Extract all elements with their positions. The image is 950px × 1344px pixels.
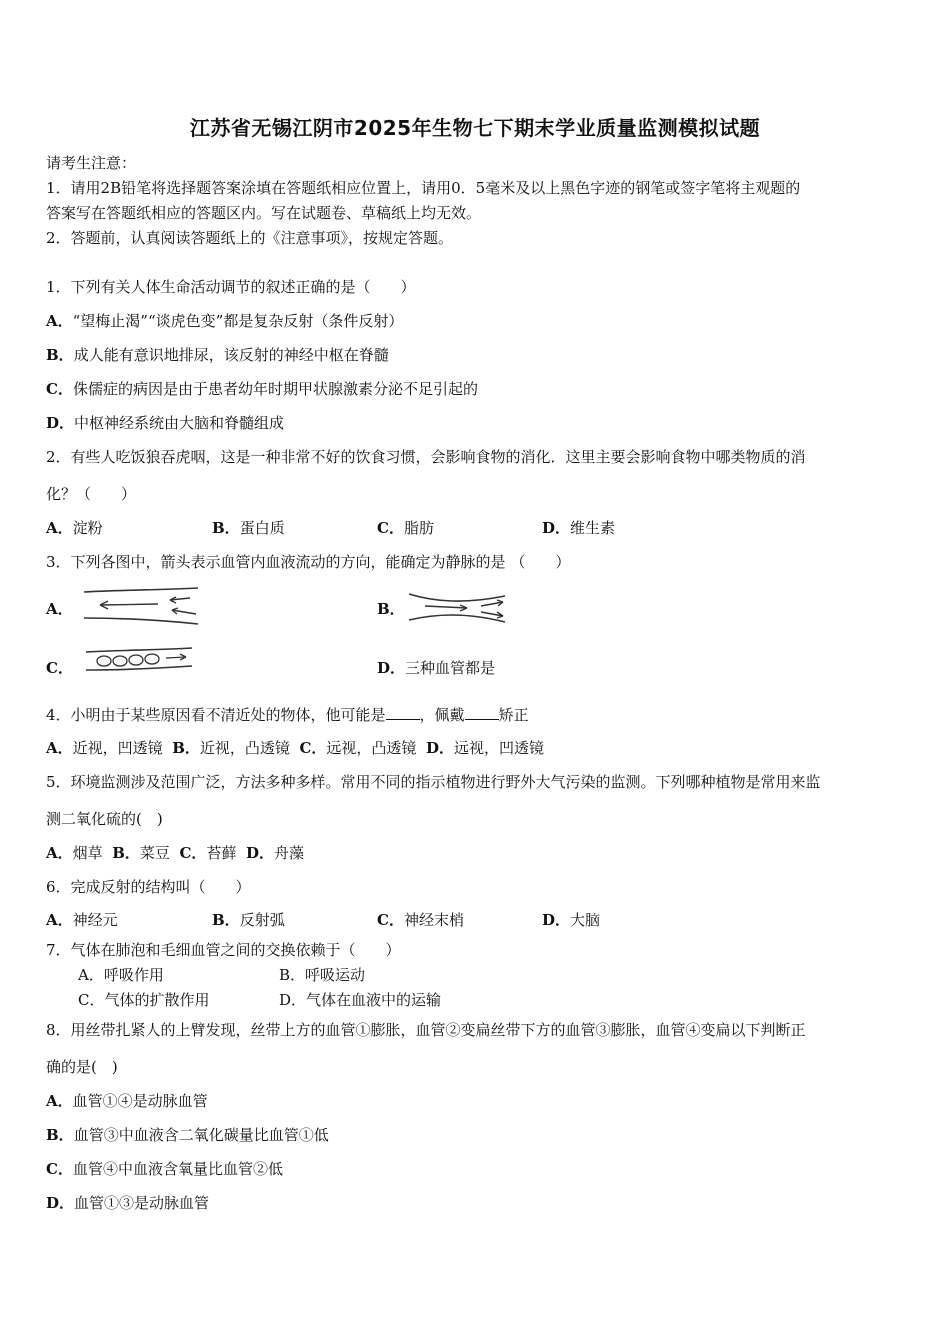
option-text: 侏儒症的病因是由于患者幼年时期甲状腺激素分泌不足引起的 bbox=[72, 380, 478, 398]
q2-option-b[interactable] bbox=[212, 517, 285, 538]
option-letter: D． bbox=[425, 739, 454, 757]
page-title: 江苏省无锡江阴市2025年生物七下期末学业质量监测模拟试题 bbox=[189, 116, 761, 140]
q5-option-c[interactable] bbox=[179, 844, 236, 862]
q8-stem-line-1: 8．用丝带扎紧人的上臂发现，丝带上方的血管①膨胀，血管②变扁丝带下方的血管③膨胀，血管④变扁以下判断正 bbox=[46, 1021, 806, 1039]
option-letter: D． bbox=[542, 911, 571, 929]
q4-option-b[interactable] bbox=[172, 739, 290, 757]
q2-stem-line-1: 2．有些人吃饭狼吞虎咽，这是一种非常不好的饮食习惯，会影响食物的消化．这里主要会影响食物中哪类物质的消 bbox=[46, 448, 806, 466]
q5-options bbox=[46, 842, 304, 863]
q4-stem-part-1: 4．小明由于某些原因看不清近处的物体，他可能是 bbox=[46, 706, 386, 724]
option-letter: B． bbox=[112, 844, 140, 862]
option-text: 反射弧 bbox=[239, 911, 285, 929]
q4-stem-part-2: ，佩戴 bbox=[419, 706, 465, 724]
option-letter: A． bbox=[46, 739, 73, 757]
option-text: 神经末梢 bbox=[403, 911, 464, 929]
option-letter: B． bbox=[212, 519, 240, 537]
q3-stem: 3．下列各图中，箭头表示血管内血液流动的方向，能确定为静脉的是 （ ） bbox=[46, 553, 571, 571]
q4-stem bbox=[46, 704, 529, 725]
option-letter: D． bbox=[46, 414, 75, 432]
option-text: 维生素 bbox=[570, 519, 616, 537]
option-letter: C． bbox=[179, 844, 207, 862]
option-text: “望梅止渴”“谈虎色变”都是复杂反射（条件反射） bbox=[72, 312, 404, 330]
q3-option-b-letter[interactable]: B． bbox=[377, 600, 405, 618]
q7-option-b[interactable]: B．呼吸运动 bbox=[279, 966, 366, 984]
option-letter: D． bbox=[46, 1194, 75, 1212]
q7-stem: 7．气体在肺泡和毛细血管之间的交换依赖于（ ） bbox=[46, 941, 401, 959]
option-text: 远视，凹透镜 bbox=[453, 739, 544, 757]
option-text: 烟草 bbox=[72, 844, 103, 862]
q5-option-a[interactable] bbox=[46, 844, 103, 862]
option-text: 成人能有意识地排尿，该反射的神经中枢在脊髓 bbox=[73, 346, 389, 364]
q4-option-c[interactable] bbox=[299, 739, 416, 757]
option-text: 脂肪 bbox=[403, 519, 434, 537]
answer-blank[interactable] bbox=[465, 705, 499, 720]
q2-stem-line-2: 化？（ ） bbox=[46, 485, 137, 503]
option-text: 近视，凸透镜 bbox=[199, 739, 290, 757]
q5-stem-line-1: 5．环境监测涉及范围广泛，方法多种多样。常用不同的指示植物进行野外大气污染的监测。下列哪种植物是常用来监 bbox=[46, 773, 821, 791]
q2-option-c[interactable] bbox=[377, 517, 434, 538]
option-text: 血管④中血液含氧量比血管②低 bbox=[72, 1160, 283, 1178]
q8-stem-line-2: 确的是( ) bbox=[46, 1058, 118, 1076]
q1-option-d[interactable] bbox=[46, 412, 284, 433]
option-text: 舟藻 bbox=[273, 844, 304, 862]
q2-option-a[interactable] bbox=[46, 517, 103, 538]
option-text: 中枢神经系统由大脑和脊髓组成 bbox=[74, 414, 285, 432]
q3-option-a-letter[interactable]: A． bbox=[46, 600, 73, 618]
q4-option-a[interactable] bbox=[46, 739, 163, 757]
option-letter: B． bbox=[46, 346, 74, 364]
option-text: 神经元 bbox=[72, 911, 118, 929]
option-text: 远视，凸透镜 bbox=[326, 739, 417, 757]
option-text: 菜豆 bbox=[139, 844, 170, 862]
q2-option-d[interactable] bbox=[542, 517, 615, 538]
option-text: 血管①④是动脉血管 bbox=[72, 1092, 208, 1110]
option-letter: C． bbox=[46, 380, 73, 398]
option-text: 淀粉 bbox=[72, 519, 103, 537]
q6-option-b[interactable] bbox=[212, 909, 285, 930]
option-letter: B． bbox=[46, 1126, 74, 1144]
option-letter: D． bbox=[245, 844, 274, 862]
option-text: 蛋白质 bbox=[239, 519, 285, 537]
option-text: 苔藓 bbox=[206, 844, 237, 862]
option-letter: D． bbox=[377, 659, 406, 677]
q4-stem-part-3: 矫正 bbox=[498, 706, 529, 724]
q8-option-c[interactable] bbox=[46, 1158, 283, 1179]
q4-option-d[interactable] bbox=[426, 739, 544, 757]
option-text: 血管③中血液含二氧化碳量比血管①低 bbox=[73, 1126, 329, 1144]
notice-item-2: 2．答题前，认真阅读答题纸上的《注意事项》，按规定答题。 bbox=[46, 229, 454, 247]
q1-option-a[interactable] bbox=[46, 310, 403, 331]
option-letter: A． bbox=[46, 911, 73, 929]
q6-option-d[interactable] bbox=[542, 909, 600, 930]
option-letter: C． bbox=[377, 911, 404, 929]
q3-vessel-diagram-a bbox=[80, 584, 205, 628]
option-letter: B． bbox=[172, 739, 200, 757]
q3-vessel-diagram-c bbox=[82, 644, 197, 676]
q8-option-b[interactable] bbox=[46, 1124, 329, 1145]
q8-option-a[interactable] bbox=[46, 1090, 208, 1111]
option-text: 大脑 bbox=[570, 911, 601, 929]
option-text: 血管①③是动脉血管 bbox=[74, 1194, 210, 1212]
q1-option-c[interactable] bbox=[46, 378, 478, 399]
q6-option-c[interactable] bbox=[377, 909, 464, 930]
q8-option-d[interactable] bbox=[46, 1192, 209, 1213]
q1-stem: 1．下列有关人体生命活动调节的叙述正确的是（ ） bbox=[46, 278, 416, 296]
q6-stem: 6．完成反射的结构叫（ ） bbox=[46, 878, 251, 896]
q6-option-a[interactable] bbox=[46, 909, 118, 930]
option-letter: D． bbox=[542, 519, 571, 537]
q7-option-c[interactable]: C．气体的扩散作用 bbox=[78, 991, 210, 1009]
q7-option-d[interactable]: D．气体在血液中的运输 bbox=[279, 991, 442, 1009]
option-text: 近视，凹透镜 bbox=[72, 739, 163, 757]
option-letter: C． bbox=[299, 739, 327, 757]
answer-blank[interactable] bbox=[386, 705, 420, 720]
q5-option-d[interactable] bbox=[246, 844, 304, 862]
option-letter: A． bbox=[46, 312, 73, 330]
notice-heading: 请考生注意： bbox=[46, 154, 137, 172]
q5-stem-line-2: 测二氧化硫的( ) bbox=[46, 810, 163, 828]
notice-item-1-line-2: 答案写在答题纸相应的答题区内。写在试题卷、草稿纸上均无效。 bbox=[46, 204, 482, 222]
option-letter: B． bbox=[212, 911, 240, 929]
q3-vessel-diagram-b bbox=[405, 588, 510, 628]
option-letter: C． bbox=[46, 1160, 73, 1178]
q7-option-a[interactable]: A．呼吸作用 bbox=[78, 966, 164, 984]
option-letter: A． bbox=[46, 519, 73, 537]
q5-option-b[interactable] bbox=[112, 844, 170, 862]
option-letter: A． bbox=[46, 844, 73, 862]
q4-options bbox=[46, 737, 544, 758]
notice-item-1-line-1: 1．请用2B铅笔将选择题答案涂填在答题纸相应位置上，请用0．5毫米及以上黑色字迹的钢笔或签字笔将主观题的 bbox=[46, 179, 801, 197]
q3-option-c-letter[interactable]: C． bbox=[46, 659, 73, 677]
option-text: 三种血管都是 bbox=[405, 659, 496, 677]
q3-option-d[interactable] bbox=[377, 657, 495, 678]
option-letter: C． bbox=[377, 519, 404, 537]
option-letter: A． bbox=[46, 1092, 73, 1110]
q1-option-b[interactable] bbox=[46, 344, 389, 365]
